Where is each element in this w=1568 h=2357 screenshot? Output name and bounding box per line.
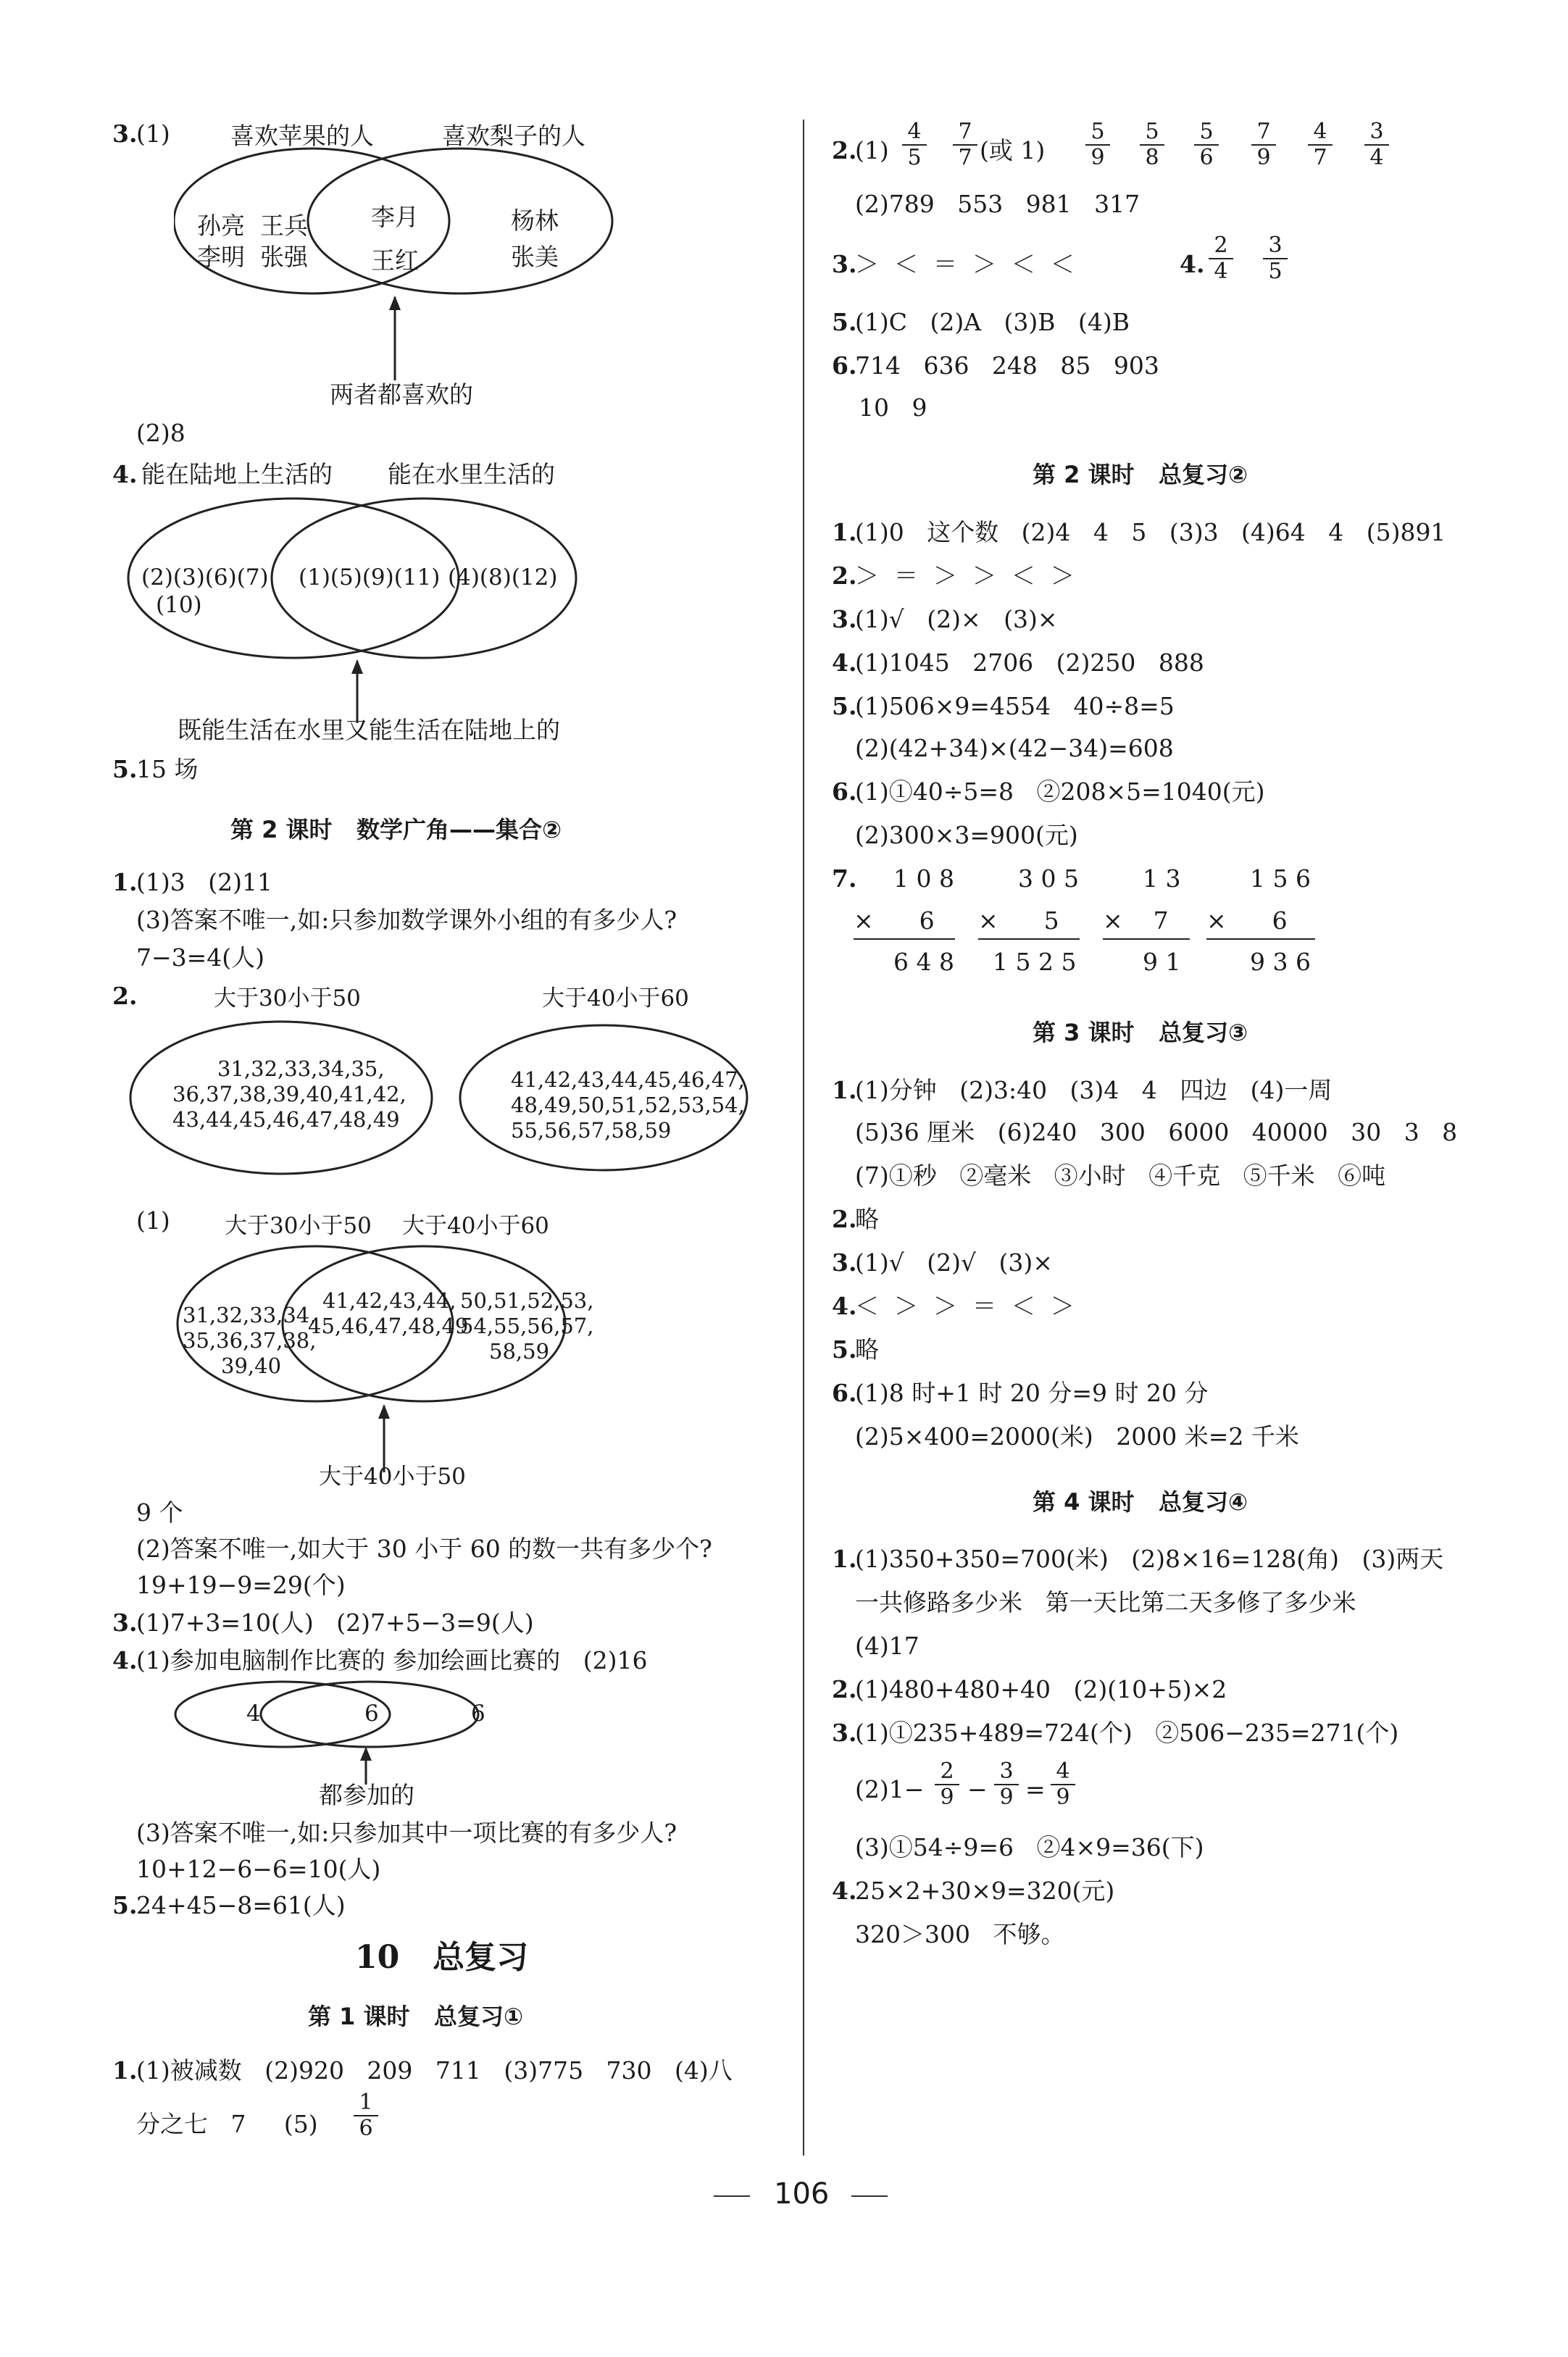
venn-label-left: 喜欢苹果的人 (230, 122, 374, 150)
venn-b-line2: 54,55,56,57, (460, 1314, 594, 1338)
question-number: 3. (832, 1719, 857, 1747)
fraction: $\frac{5}{9}$ (1085, 120, 1110, 170)
venn-arrow-label: 两者都喜欢的 (330, 380, 473, 409)
venn-arrow-label: 既能生活在水里又能生活在陆地上的 (178, 716, 560, 744)
calc-row: × 6 (1206, 906, 1288, 935)
question-number: 1. (112, 868, 138, 896)
question-number: 6. (832, 351, 857, 380)
answer-text: ＞ ＝ ＞ ＞ ＜ ＞ (855, 562, 1075, 590)
venn-diagram-contest (174, 1680, 522, 1788)
question-number: 2. (832, 1675, 857, 1703)
venn-a-line1: 31,32,33,34, (183, 1303, 317, 1327)
venn-both-line1: 李月 (371, 203, 419, 231)
fraction: $\frac{2}{9}$ (935, 1759, 959, 1810)
lesson-title: 第 3 课时 总复习③ (1033, 1019, 1248, 1046)
answer-text: (4)17 (855, 1632, 919, 1660)
venn-arrow-label: 都参加的 (319, 1781, 414, 1809)
answer-text: ＞ ＜ ＝ ＞ ＜ ＜ (855, 250, 1075, 278)
answer-text: (2)789 553 981 317 (855, 190, 1140, 218)
operator: − (967, 1775, 988, 1803)
question-number: 1. (832, 1076, 857, 1104)
answer-text: (2)300×3=900(元) (855, 821, 1078, 849)
calc-rule (854, 938, 955, 940)
answer-text: ＜ ＞ ＞ ＝ ＜ ＞ (855, 1292, 1075, 1320)
question-number: 2. (832, 1205, 857, 1233)
question-number: 3. (832, 605, 857, 633)
question-number: 3. (112, 1609, 138, 1637)
venn-right-only-line1: 杨林 (511, 207, 559, 235)
answer-text: 略 (855, 1335, 879, 1364)
venn-mid-line1: 41,42,43,44, (322, 1288, 456, 1313)
question-number: 5. (832, 692, 857, 720)
sub-label: (1) (136, 120, 170, 148)
answer-text: 24+45−8=61(人) (136, 1891, 346, 1919)
question-number: 3. (832, 1248, 857, 1277)
fraction: $\frac{5}{8}$ (1140, 120, 1164, 170)
calc-row: × 7 (1103, 906, 1169, 935)
answer-text: 10+12−6−6=10(人) (136, 1855, 381, 1883)
question-number: 4. (832, 1877, 857, 1905)
answer-text: 15 场 (136, 755, 199, 783)
set-a-line2: 36,37,38,39,40,41,42, (172, 1082, 406, 1106)
answer-text: (1)①235+489=724(个) ②506−235=271(个) (855, 1719, 1399, 1747)
calc-row: × 5 (978, 906, 1059, 935)
calc-rule (1206, 938, 1315, 940)
question-number: 2. (832, 562, 857, 590)
operator: = (1025, 1775, 1046, 1803)
venn-arrow-label: 大于40小于50 (319, 1464, 466, 1490)
venn-label-right: 能在水里生活的 (388, 460, 555, 488)
question-number: 4. (1180, 250, 1205, 278)
calc-row: 1 3 (1143, 864, 1181, 893)
answer-text: 略 (855, 1205, 879, 1233)
venn-right-count: 6 (471, 1701, 485, 1727)
question-number: 5. (112, 1891, 138, 1919)
fraction: $\frac{3}{5}$ (1263, 233, 1288, 284)
answer-text: (1)分钟 (2)3:40 (3)4 4 四边 (4)一周 (855, 1076, 1333, 1104)
question-number: 6. (832, 1379, 857, 1407)
set-label-a: 大于30小于50 (214, 985, 361, 1011)
question-number: 2. (112, 982, 138, 1010)
answer-text: (2)5×400=2000(米) 2000 米=2 千米 (855, 1422, 1299, 1451)
page-footer-line-left (714, 2195, 750, 2197)
fraction: $\frac{4}{7}$ (1308, 120, 1333, 170)
calc-row: 1 5 2 5 (993, 948, 1077, 976)
answer-text: (5)36 厘米 (6)240 300 6000 40000 30 3 8 (855, 1118, 1458, 1146)
answer-text: (2)答案不唯一,如大于 30 小于 60 的数一共有多少个? (136, 1535, 712, 1563)
lesson-title: 第 1 课时 总复习① (308, 2003, 524, 2030)
venn-b-line3: 58,59 (489, 1339, 550, 1364)
question-number: 5. (112, 755, 138, 783)
answer-text: (1)3 (2)11 (136, 868, 272, 896)
set-b-line1: 41,42,43,44,45,46,47, (511, 1067, 745, 1092)
question-number: 1. (832, 518, 857, 546)
fraction: $\frac{7}{9}$ (1251, 120, 1276, 170)
answer-text: (1)√ (2)× (3)× (855, 605, 1058, 633)
column-divider (803, 120, 804, 2156)
venn-a-line3: 39,40 (221, 1353, 282, 1378)
answer-text: (3)答案不唯一,如:只参加其中一项比赛的有多少人? (136, 1819, 677, 1847)
set-b-line2: 48,49,50,51,52,53,54, (511, 1093, 745, 1117)
set-label-b: 大于40小于60 (542, 985, 689, 1011)
set-b-line3: 55,56,57,58,59 (511, 1118, 672, 1143)
calc-row: 9 1 (1143, 948, 1181, 976)
venn-label-left: 大于30小于50 (225, 1213, 372, 1239)
calc-row: 1 0 8 (893, 864, 954, 893)
venn-label-right: 喜欢梨子的人 (442, 122, 585, 150)
answer-text: 19+19−9=29(个) (136, 1571, 346, 1599)
venn-a-line2: 35,36,37,38, (183, 1328, 317, 1353)
calc-row: 9 3 6 (1250, 948, 1311, 976)
fraction: $\frac{3}{9}$ (994, 1759, 1019, 1810)
lesson-title: 第 2 课时 数学广角——集合② (230, 816, 562, 843)
calc-row: 1 5 6 (1250, 864, 1311, 893)
fraction: $\frac{4}{9}$ (1051, 1759, 1075, 1810)
answer-text: 320＞300 不够。 (855, 1920, 1065, 1948)
answer-text: 一共修路多少米 第一天比第二天多修了多少米 (855, 1588, 1356, 1616)
answer-text: (7)①秒 ②毫米 ③小时 ④千克 ⑤千米 ⑥吨 (855, 1161, 1386, 1190)
venn-right-only: (4)(8)(12) (448, 564, 558, 591)
question-number: 4. (832, 1292, 857, 1320)
set-a-line1: 31,32,33,34,35, (217, 1056, 385, 1081)
answer-text: (1)参加电脑制作比赛的 参加绘画比赛的 (2)16 (136, 1646, 648, 1674)
answer-text: (1)√ (2)√ (3)× (855, 1248, 1053, 1277)
question-number: 6. (832, 777, 857, 806)
answer-text: 7−3=4(人) (136, 943, 265, 972)
venn-diagram-fruit (174, 145, 638, 420)
unit-title: 10 总复习 (355, 1939, 529, 1976)
question-number: 4. (832, 648, 857, 677)
answer-text: (2)(42+34)×(42−34)=608 (855, 734, 1174, 762)
calc-rule (1103, 938, 1190, 940)
fraction: $\frac{4}{5}$ (902, 120, 927, 170)
answer-text: (1)0 这个数 (2)4 4 5 (3)3 (4)64 4 (5)891 (855, 518, 1446, 546)
question-number: 5. (832, 1335, 857, 1364)
answer-text: (1)7+3=10(人) (2)7+5−3=9(人) (136, 1609, 534, 1637)
page-number: 106 (774, 2177, 830, 2211)
venn-label-right: 大于40小于60 (402, 1213, 549, 1239)
question-number: 5. (832, 308, 857, 336)
fraction: $\frac{7}{7}$ (953, 120, 977, 170)
venn-label-left: 能在陆地上生活的 (141, 460, 333, 488)
answer-text: (2)1− (855, 1775, 925, 1803)
question-number: 1. (832, 1545, 857, 1573)
fraction: $\frac{3}{4}$ (1364, 120, 1389, 170)
answer-text: (1)480+480+40 (2)(10+5)×2 (855, 1675, 1227, 1703)
answer-text: (3)①54÷9=6 ②4×9=36(下) (855, 1833, 1204, 1861)
venn-left-only-line1: (2)(3)(6)(7) (141, 564, 269, 591)
answer-text: (1)被减数 (2)920 209 711 (3)775 730 (4)八 (136, 2056, 733, 2085)
answer-text: (1)506×9=4554 40÷8=5 (855, 692, 1175, 720)
page-footer-line-right (851, 2195, 888, 2197)
venn-left-count: 4 (246, 1701, 261, 1727)
calc-row: 3 0 5 (1018, 864, 1079, 893)
answer-text: (1)C (2)A (3)B (4)B (855, 308, 1130, 336)
venn-left-only-line2: 李明 张强 (197, 243, 308, 271)
question-number: 4. (112, 1646, 138, 1674)
venn-both: (1)(5)(9)(11) (299, 564, 441, 591)
venn-both-line2: 王红 (371, 246, 419, 275)
answer-text: (1)1045 2706 (2)250 888 (855, 648, 1204, 677)
venn-mid-line2: 45,46,47,48,49 (308, 1314, 469, 1338)
question-number: 2. (832, 136, 857, 164)
answer-text: (1)8 时+1 时 20 分=9 时 20 分 (855, 1379, 1209, 1407)
question-number: 7. (832, 864, 857, 893)
venn-left-only-line2: (10) (156, 592, 202, 618)
venn-left-only-line1: 孙亮 王兵 (197, 212, 308, 240)
answer-text: (3)答案不唯一,如:只参加数学课外小组的有多少人? (136, 906, 677, 934)
question-number: 4. (112, 460, 138, 488)
question-number: 1. (112, 2056, 138, 2085)
answer-text: (1)350+350=700(米) (2)8×16=128(角) (3)两天 (855, 1545, 1444, 1573)
question-number: 3. (112, 120, 138, 148)
fraction: $\frac{1}{6}$ (354, 2090, 378, 2141)
answer-text: (2)8 (136, 419, 185, 447)
answer-text: 714 636 248 85 903 (855, 351, 1159, 380)
sub-label: (1) (855, 136, 889, 164)
calc-rule (978, 938, 1080, 940)
answer-text: (1)①40÷5=8 ②208×5=1040(元) (855, 777, 1265, 806)
answer-text: 10 9 (859, 393, 927, 422)
answer-text: (或 1) (980, 136, 1046, 164)
lesson-title: 第 4 课时 总复习④ (1033, 1488, 1248, 1516)
venn-both-count: 6 (364, 1701, 379, 1727)
fraction: $\frac{5}{6}$ (1194, 120, 1219, 170)
answer-text: 9 个 (136, 1498, 183, 1527)
answer-text: 25×2+30×9=320(元) (855, 1877, 1115, 1905)
venn-b-line1: 50,51,52,53, (460, 1288, 594, 1313)
set-a-line3: 43,44,45,46,47,48,49 (172, 1107, 400, 1132)
sub-label: (1) (136, 1206, 170, 1235)
calc-row: × 6 (854, 906, 935, 935)
lesson-title: 第 2 课时 总复习② (1033, 461, 1248, 488)
question-number: 3. (832, 250, 857, 278)
venn-right-only-line2: 张美 (511, 243, 559, 271)
calc-row: 6 4 8 (893, 948, 954, 976)
fraction: $\frac{2}{4}$ (1209, 233, 1233, 284)
answer-text: 分之七 7 (5) (136, 2110, 318, 2138)
